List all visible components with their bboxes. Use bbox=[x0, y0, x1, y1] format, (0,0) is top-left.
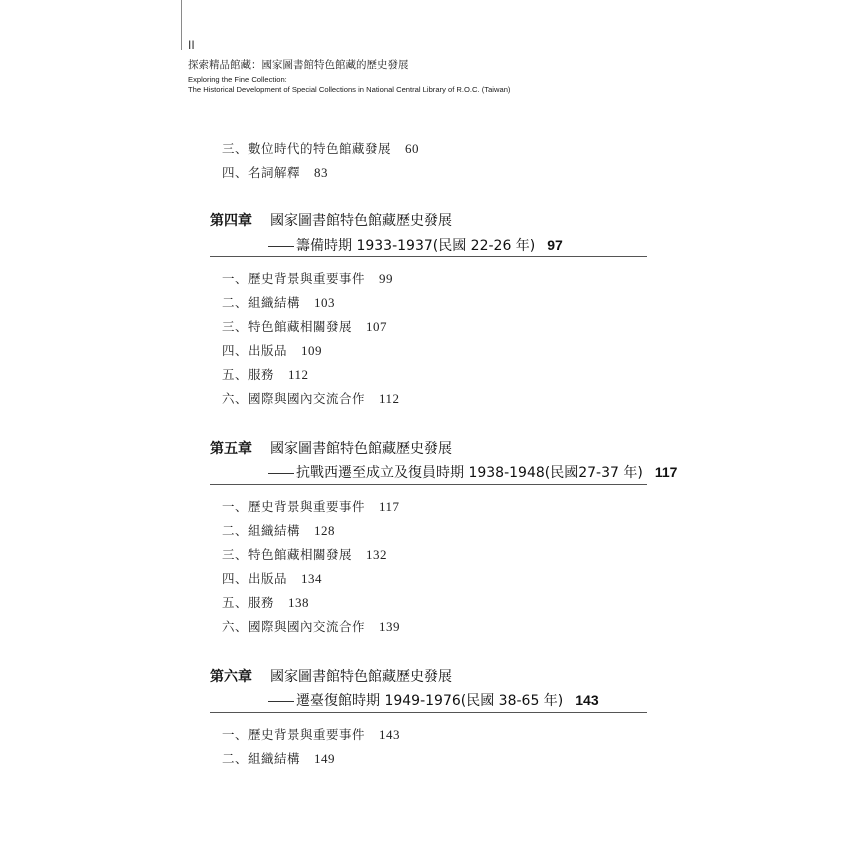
toc-item-text: 二、組織結構 bbox=[222, 295, 301, 310]
toc-item-page: 83 bbox=[314, 165, 329, 180]
margin-rule bbox=[181, 0, 182, 50]
chapter-subtitle-text: 籌備時期 1933-1937(民國 22-26 年) bbox=[296, 238, 536, 254]
chapter-divider bbox=[210, 256, 647, 257]
chapter-heading[interactable] bbox=[210, 666, 452, 686]
toc-item-text: 四、名詞解釋 bbox=[222, 165, 301, 180]
toc-item-page: 103 bbox=[314, 295, 336, 310]
toc-item[interactable] bbox=[222, 365, 309, 383]
toc-item-text: 四、出版品 bbox=[222, 571, 288, 586]
toc-item-page: 60 bbox=[405, 141, 420, 156]
toc-item[interactable] bbox=[222, 617, 400, 635]
toc-item-text: 四、出版品 bbox=[222, 343, 288, 358]
chapter-page: 97 bbox=[547, 237, 563, 253]
chapter-subtitle[interactable] bbox=[268, 235, 563, 255]
chapter-divider bbox=[210, 712, 647, 713]
toc-item-page: 109 bbox=[301, 343, 323, 358]
chapter-name: 國家圖書館特色館藏歷史發展 bbox=[270, 669, 452, 685]
toc-item-text: 六、國際與國內交流合作 bbox=[222, 619, 366, 634]
page-number: II bbox=[188, 38, 195, 52]
toc-item[interactable] bbox=[222, 725, 400, 743]
toc-item-text: 六、國際與國內交流合作 bbox=[222, 391, 366, 406]
toc-item[interactable] bbox=[222, 569, 322, 587]
toc-item[interactable] bbox=[222, 497, 400, 515]
chapter-subtitle[interactable] bbox=[268, 690, 599, 710]
chapter-subtitle-text: 抗戰西遷至成立及復員時期 1938-1948(民國27-37 年) bbox=[296, 465, 643, 481]
em-dash bbox=[268, 473, 294, 474]
toc-item-text: 一、歷史背景與重要事件 bbox=[222, 271, 366, 286]
toc-item-page: 112 bbox=[288, 367, 309, 382]
em-dash bbox=[268, 701, 294, 702]
toc-item-text: 三、數位時代的特色館藏發展 bbox=[222, 141, 392, 156]
running-header bbox=[188, 38, 510, 95]
chapter-heading[interactable] bbox=[210, 438, 452, 458]
toc-item-text: 五、服務 bbox=[222, 367, 275, 382]
toc-item[interactable] bbox=[222, 545, 387, 563]
toc-item[interactable] bbox=[222, 389, 400, 407]
toc-item[interactable] bbox=[222, 269, 393, 287]
toc-item-page: 149 bbox=[314, 751, 336, 766]
toc-item[interactable] bbox=[222, 521, 335, 539]
toc-item-page: 112 bbox=[379, 391, 400, 406]
book-title-english-line-1: Exploring the Fine Collection: bbox=[188, 75, 287, 84]
chapter-divider bbox=[210, 484, 647, 485]
toc-item-text: 三、特色館藏相關發展 bbox=[222, 547, 353, 562]
toc-item-text: 二、組織結構 bbox=[222, 751, 301, 766]
toc-item[interactable] bbox=[222, 341, 322, 359]
chapter-name: 國家圖書館特色館藏歷史發展 bbox=[270, 441, 452, 457]
toc-item-text: 一、歷史背景與重要事件 bbox=[222, 727, 366, 742]
toc-item-page: 128 bbox=[314, 523, 336, 538]
toc-item[interactable] bbox=[222, 139, 419, 157]
chapter-label: 第五章 bbox=[210, 441, 252, 457]
chapter-heading[interactable] bbox=[210, 210, 452, 230]
em-dash bbox=[268, 246, 294, 247]
chapter-subtitle-text: 遷臺復館時期 1949-1976(民國 38-65 年) bbox=[296, 693, 564, 709]
toc-item-page: 117 bbox=[379, 499, 400, 514]
toc-item-page: 139 bbox=[379, 619, 401, 634]
chapter-label: 第六章 bbox=[210, 669, 252, 685]
toc-item-text: 五、服務 bbox=[222, 595, 275, 610]
toc-item-text: 三、特色館藏相關發展 bbox=[222, 319, 353, 334]
toc-item-text: 二、組織結構 bbox=[222, 523, 301, 538]
toc-item[interactable] bbox=[222, 163, 328, 181]
book-title-english-line-2: The Historical Development of Special Collections in National Central Library of R.O.C. (Taiwan) bbox=[188, 85, 511, 94]
chapter-label: 第四章 bbox=[210, 213, 252, 229]
chapter-page: 117 bbox=[654, 464, 678, 480]
toc-item[interactable] bbox=[222, 593, 309, 611]
chapter-name: 國家圖書館特色館藏歷史發展 bbox=[270, 213, 452, 229]
toc-item-page: 138 bbox=[288, 595, 310, 610]
chapter-page: 143 bbox=[575, 692, 599, 708]
toc-item-page: 132 bbox=[366, 547, 388, 562]
toc-item-page: 99 bbox=[379, 271, 394, 286]
book-title-chinese: 探索精品館藏：國家圖書館特色館藏的歷史發展 bbox=[188, 59, 409, 71]
toc-item-text: 一、歷史背景與重要事件 bbox=[222, 499, 366, 514]
toc-item[interactable] bbox=[222, 317, 387, 335]
chapter-subtitle[interactable] bbox=[268, 462, 677, 482]
toc-item[interactable] bbox=[222, 749, 335, 767]
toc-item-page: 143 bbox=[379, 727, 401, 742]
toc-item[interactable] bbox=[222, 293, 335, 311]
toc-item-page: 107 bbox=[366, 319, 388, 334]
toc-item-page: 134 bbox=[301, 571, 323, 586]
